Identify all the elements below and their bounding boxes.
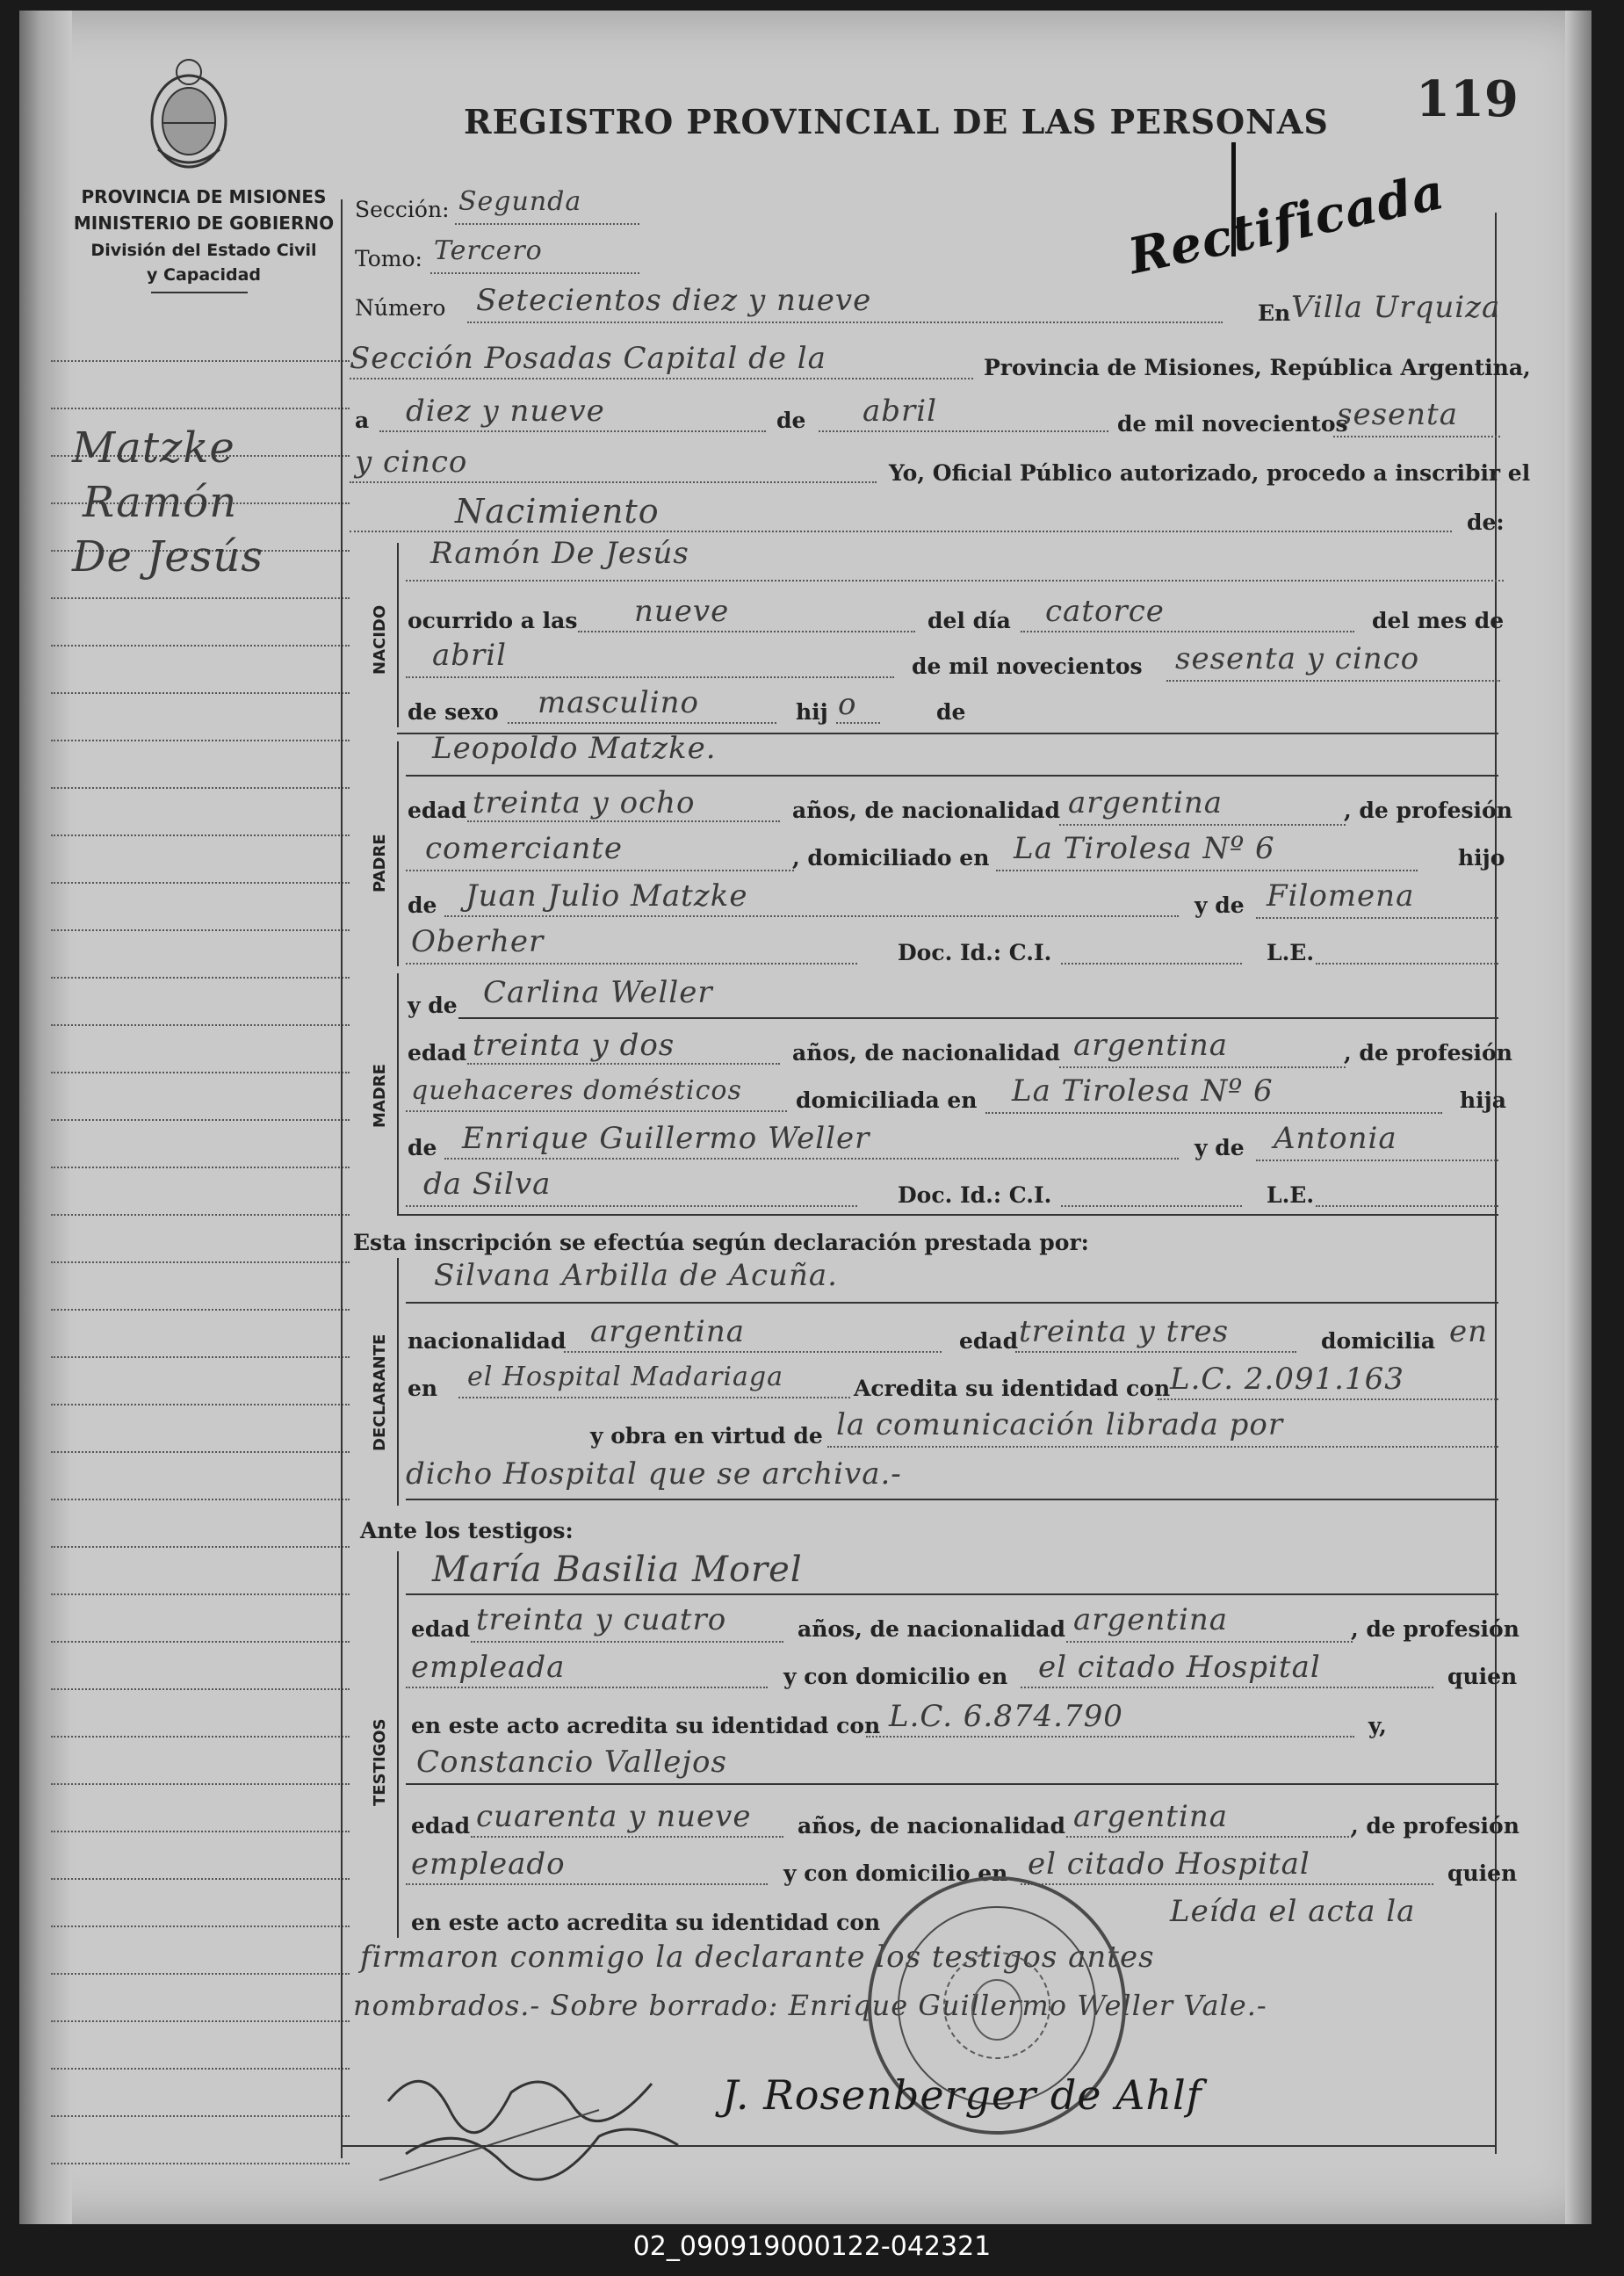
folio-number: 119	[1416, 70, 1519, 128]
padre-prof-value: comerciante	[425, 831, 623, 866]
madre-nac-label: años, de nacionalidad	[792, 1040, 1060, 1066]
madre-nac-line	[1059, 1066, 1346, 1068]
obra-value-2: dicho Hospital que se archiva.-	[406, 1456, 902, 1492]
madre-edad-value: treinta y dos	[473, 1028, 675, 1063]
declarante-nombre-rule	[406, 1302, 1498, 1304]
lugar-line	[350, 378, 973, 379]
padre-doc-line	[1061, 963, 1242, 965]
abuelo-paterno-line	[444, 915, 1179, 917]
provincia-text: Provincia de Misiones, República Argentina,	[984, 355, 1531, 380]
testigo1-nac-label: años, de nacionalidad	[798, 1616, 1065, 1642]
testigo1-nac-value: argentina	[1073, 1602, 1229, 1637]
declarante-bottom-rule	[406, 1499, 1498, 1500]
declarante-nac-line	[564, 1351, 942, 1353]
anio-line-1	[1333, 436, 1500, 437]
padre-le-label: L.E.	[1267, 940, 1315, 965]
en-label: En	[1258, 300, 1291, 326]
org-ministry: MINISTERIO DE GOBIERNO	[73, 213, 335, 234]
dia-line	[379, 430, 766, 432]
org-capacity: y Capacidad	[147, 265, 261, 285]
obra-label: y obra en virtud de	[590, 1423, 823, 1449]
madre-label: MADRE	[371, 1064, 389, 1128]
madre-de-label: de	[408, 1135, 437, 1160]
obra-line	[827, 1446, 1498, 1448]
abuela-paterna-line-2	[406, 963, 857, 965]
testigo1-edad-label: edad	[411, 1616, 471, 1642]
declarante-en-label: en	[408, 1376, 438, 1401]
declarante-lugar-line	[458, 1397, 850, 1398]
testigo1-nac-line	[1066, 1641, 1353, 1643]
testigo2-edad-value: cuarenta y nueve	[476, 1799, 752, 1834]
cierre-linea-2: firmaron conmigo la declarante los testigos antes	[360, 1940, 1155, 1975]
padre-prof-label: , de profesión	[1344, 798, 1512, 823]
abuela-paterna-line-1	[1256, 917, 1498, 919]
testigo2-acredita-label: en este acto acredita su identidad con	[411, 1910, 881, 1935]
stamp-stroke	[1231, 142, 1236, 257]
testigo1-prof-line	[406, 1687, 768, 1688]
testigo2-quien-label: quien	[1447, 1861, 1518, 1886]
testigo1-edad-line	[471, 1641, 783, 1643]
testigo1-doc-line	[866, 1736, 1354, 1738]
tomo-label: Tomo:	[355, 246, 422, 271]
testigo1-quien-label: quien	[1447, 1664, 1518, 1689]
padre-dom-value: La Tirolesa Nº 6	[1014, 831, 1275, 866]
madre-bottom-rule	[397, 1214, 1498, 1216]
abuelo-materno-line	[444, 1158, 1179, 1160]
abuela-materna-line-2	[406, 1205, 857, 1207]
dia-nacimiento-value: catorce	[1045, 594, 1165, 629]
acredita-label: Acredita su identidad con	[854, 1376, 1171, 1401]
testigo1-dom-value: el citado Hospital	[1038, 1650, 1321, 1685]
numero-label: Número	[355, 295, 446, 321]
mes-nacimiento-line	[406, 676, 894, 678]
testigo1-nombre-rule	[406, 1593, 1498, 1595]
abuela-paterna-1: Filomena	[1267, 878, 1415, 914]
seccion-line	[455, 223, 639, 225]
declarante-doc-line	[1158, 1398, 1498, 1400]
mes-nacimiento-value: abril	[432, 638, 508, 673]
abuelo-materno: Enrique Guillermo Weller	[462, 1121, 870, 1156]
padre-prof-line	[406, 870, 794, 871]
page-edge	[1565, 11, 1592, 2224]
declarante-nac-label: nacionalidad	[408, 1328, 567, 1354]
dia-nacimiento-line	[1021, 631, 1354, 632]
testigo1-edad-value: treinta y cuatro	[476, 1602, 727, 1637]
de-colon-label: de:	[1467, 509, 1505, 535]
madre-y-de-label: y de	[408, 993, 458, 1018]
sexo-line	[508, 722, 776, 724]
a-label: a	[355, 408, 370, 433]
declarante-label: DECLARANTE	[371, 1333, 389, 1451]
padre-y-de-label: y de	[1195, 892, 1245, 918]
seccion-value: Segunda	[458, 186, 582, 217]
padre-dom-line	[996, 870, 1418, 871]
nacido-label: NACIDO	[371, 604, 389, 675]
official-signature: J. Rosenberger de Ahlf	[722, 2071, 1202, 2119]
testigo2-nombre-rule	[406, 1783, 1498, 1785]
main-frame-bottom	[341, 2145, 1495, 2147]
abuelo-paterno: Juan Julio Matzke	[466, 878, 748, 914]
witness-signatures-icon	[371, 2040, 704, 2189]
madre-doc-label: Doc. Id.: C.I.	[898, 1182, 1052, 1208]
declarante-edad-value: treinta y tres	[1019, 1314, 1230, 1349]
testigo1-dom-label: y con domicilio en	[783, 1664, 1008, 1689]
dia-value: diez y nueve	[406, 394, 605, 429]
mes-value: abril	[863, 394, 938, 429]
madre-and-de-label: y de	[1195, 1135, 1245, 1160]
abuela-materna-line-1	[1256, 1160, 1498, 1161]
org-underline	[151, 292, 248, 293]
testigo2-nombre: Constancio Vallejos	[416, 1745, 727, 1780]
madre-nombre-rule	[458, 1017, 1498, 1019]
main-frame-left	[341, 199, 343, 2158]
madre-dom-value: La Tirolesa Nº 6	[1012, 1073, 1274, 1109]
testigo2-prof-label: , de profesión	[1351, 1813, 1519, 1839]
padre-nombre: Leopoldo Matzke.	[432, 731, 717, 766]
anio-value-2: y cinco	[355, 444, 468, 480]
oficial-text: Yo, Oficial Público autorizado, procedo a inscribir el	[889, 460, 1531, 486]
madre-prof-label: , de profesión	[1344, 1040, 1512, 1066]
padre-le-line	[1316, 963, 1498, 965]
cierre-linea-1: Leída el acta la	[1170, 1894, 1416, 1929]
madre-nombre: Carlina Weller	[483, 975, 713, 1010]
declarante-dom-value: en	[1449, 1314, 1489, 1349]
anio-nacimiento-value: sesenta y cinco	[1175, 641, 1420, 676]
declarante-intro: Esta inscripción se efectúa según declaración prestada por:	[353, 1230, 1089, 1255]
madre-dom-line	[985, 1112, 1442, 1114]
padre-dom-label: , domiciliado en	[792, 845, 990, 871]
madre-prof-line	[406, 1110, 787, 1112]
anio-value-1: sesenta	[1337, 397, 1458, 432]
de-label: de	[776, 408, 806, 433]
padre-frame	[397, 741, 399, 966]
declarante-nombre: Silvana Arbilla de Acuña.	[434, 1258, 838, 1293]
padre-doc-label: Doc. Id.: C.I.	[898, 940, 1052, 965]
nacido-de-label: de	[936, 699, 966, 725]
hora-value: nueve	[634, 594, 730, 629]
nacido-nombre-line	[406, 580, 1504, 582]
testigos-label: TESTIGOS	[371, 1718, 389, 1806]
tomo-line	[430, 272, 639, 274]
page-title: REGISTRO PROVINCIAL DE LAS PERSONAS	[464, 102, 1329, 141]
nacido-mil-nov-label: de mil novecientos	[912, 654, 1143, 679]
abuela-paterna-2: Oberher	[411, 924, 545, 959]
declarante-edad-label: edad	[959, 1328, 1019, 1354]
abuela-materna-2: da Silva	[423, 1167, 552, 1202]
madre-le-line	[1316, 1205, 1498, 1207]
declarante-edad-line	[1015, 1351, 1296, 1353]
anio-line-2	[350, 481, 877, 483]
mes-line	[819, 430, 1108, 432]
document-page	[19, 11, 1592, 2224]
madre-edad-label: edad	[408, 1040, 467, 1066]
sexo-value: masculino	[538, 685, 700, 720]
tomo-value: Tercero	[434, 235, 543, 266]
madre-le-label: L.E.	[1267, 1182, 1315, 1208]
acto-value: Nacimiento	[455, 492, 660, 531]
nacido-frame	[397, 543, 399, 727]
margin-second-name: De Jesús	[72, 532, 263, 582]
madre-dom-label: domiciliada en	[796, 1087, 978, 1113]
numero-value: Setecientos diez y nueve	[476, 283, 872, 318]
padre-edad-value: treinta y ocho	[473, 785, 696, 820]
declarante-frame	[397, 1258, 399, 1506]
org-province: PROVINCIA DE MISIONES	[81, 186, 327, 207]
obra-value: la comunicación librada por	[836, 1407, 1284, 1442]
mil-novecientos-label: de mil novecientos	[1117, 411, 1348, 437]
testigo1-nombre: María Basilia Morel	[432, 1550, 803, 1590]
acto-line	[350, 531, 1452, 532]
testigos-intro: Ante los testigos:	[360, 1518, 574, 1543]
image-caption: 02_090919000122-042321	[632, 2231, 992, 2262]
page-binding	[19, 11, 72, 2224]
testigo1-y-label: y,	[1368, 1713, 1387, 1738]
nacido-nombre: Ramón De Jesús	[430, 536, 689, 571]
hijo-label: hij	[796, 699, 828, 725]
del-dia-label: del día	[927, 608, 1011, 633]
declarante-doc: L.C. 2.091.163	[1170, 1362, 1404, 1397]
testigo1-acredita-label: en este acto acredita su identidad con	[411, 1713, 881, 1738]
declarante-dom-label: domicilia	[1321, 1328, 1436, 1354]
testigo2-nac-value: argentina	[1073, 1799, 1229, 1834]
testigo2-prof-value: empleado	[411, 1846, 566, 1882]
testigo2-nac-label: años, de nacionalidad	[798, 1813, 1065, 1839]
testigo2-edad-label: edad	[411, 1813, 471, 1839]
hijo-line	[836, 722, 880, 724]
padre-edad-label: edad	[408, 798, 467, 823]
seccion-label: Sección:	[355, 197, 450, 222]
testigo1-prof-value: empleada	[411, 1650, 566, 1685]
madre-edad-line	[467, 1063, 780, 1065]
testigo1-prof-label: , de profesión	[1351, 1616, 1519, 1642]
abuela-materna-1: Antonia	[1274, 1121, 1397, 1156]
sexo-label: de sexo	[408, 699, 499, 725]
margin-surname: Matzke	[72, 423, 235, 473]
testigo2-edad-line	[471, 1836, 783, 1838]
testigo1-dom-line	[1021, 1687, 1433, 1688]
testigo2-dom-label: y con domicilio en	[783, 1861, 1008, 1886]
padre-nombre-rule	[406, 775, 1498, 777]
hijo-value: o	[838, 687, 857, 722]
padre-hijo-label: hijo	[1458, 845, 1505, 871]
madre-frame	[397, 973, 399, 1216]
margin-given-name: Ramón	[83, 478, 238, 527]
padre-label: PADRE	[371, 834, 389, 892]
padre-nac-label: años, de nacionalidad	[792, 798, 1060, 823]
del-mes-label: del mes de	[1372, 608, 1505, 633]
anio-nacimiento-line	[1166, 680, 1500, 682]
padre-nac-value: argentina	[1068, 785, 1223, 820]
padre-de-label: de	[408, 892, 437, 918]
testigo2-prof-line	[406, 1883, 768, 1885]
testigos-frame	[397, 1551, 399, 1938]
rectified-stamp: Rectificada	[1123, 162, 1450, 286]
madre-doc-line	[1061, 1205, 1242, 1207]
declarante-nac-value: argentina	[590, 1314, 746, 1349]
padre-nac-line	[1059, 824, 1346, 826]
declarante-lugar: el Hospital Madariaga	[467, 1362, 783, 1392]
testigo2-nac-line	[1066, 1836, 1353, 1838]
padre-edad-line	[467, 820, 780, 822]
org-division: División del Estado Civil	[90, 241, 317, 260]
coat-of-arms-icon	[141, 53, 237, 176]
hora-line	[578, 631, 915, 632]
lugar-value: Sección Posadas Capital de la	[350, 341, 826, 376]
testigo2-dom-value: el citado Hospital	[1028, 1846, 1310, 1882]
madre-hija-label: hija	[1460, 1087, 1506, 1113]
cierre-linea-3: nombrados.- Sobre borrado: Enrique Guillermo Weller Vale.-	[353, 1989, 1267, 2022]
numero-line	[467, 322, 1223, 323]
testigo1-doc: L.C. 6.874.790	[889, 1699, 1123, 1734]
madre-nac-value: argentina	[1073, 1028, 1229, 1063]
ocurrido-label: ocurrido a las	[408, 608, 578, 633]
madre-prof-value: quehaceres domésticos	[411, 1075, 742, 1106]
en-value: Villa Urquiza	[1291, 290, 1501, 325]
